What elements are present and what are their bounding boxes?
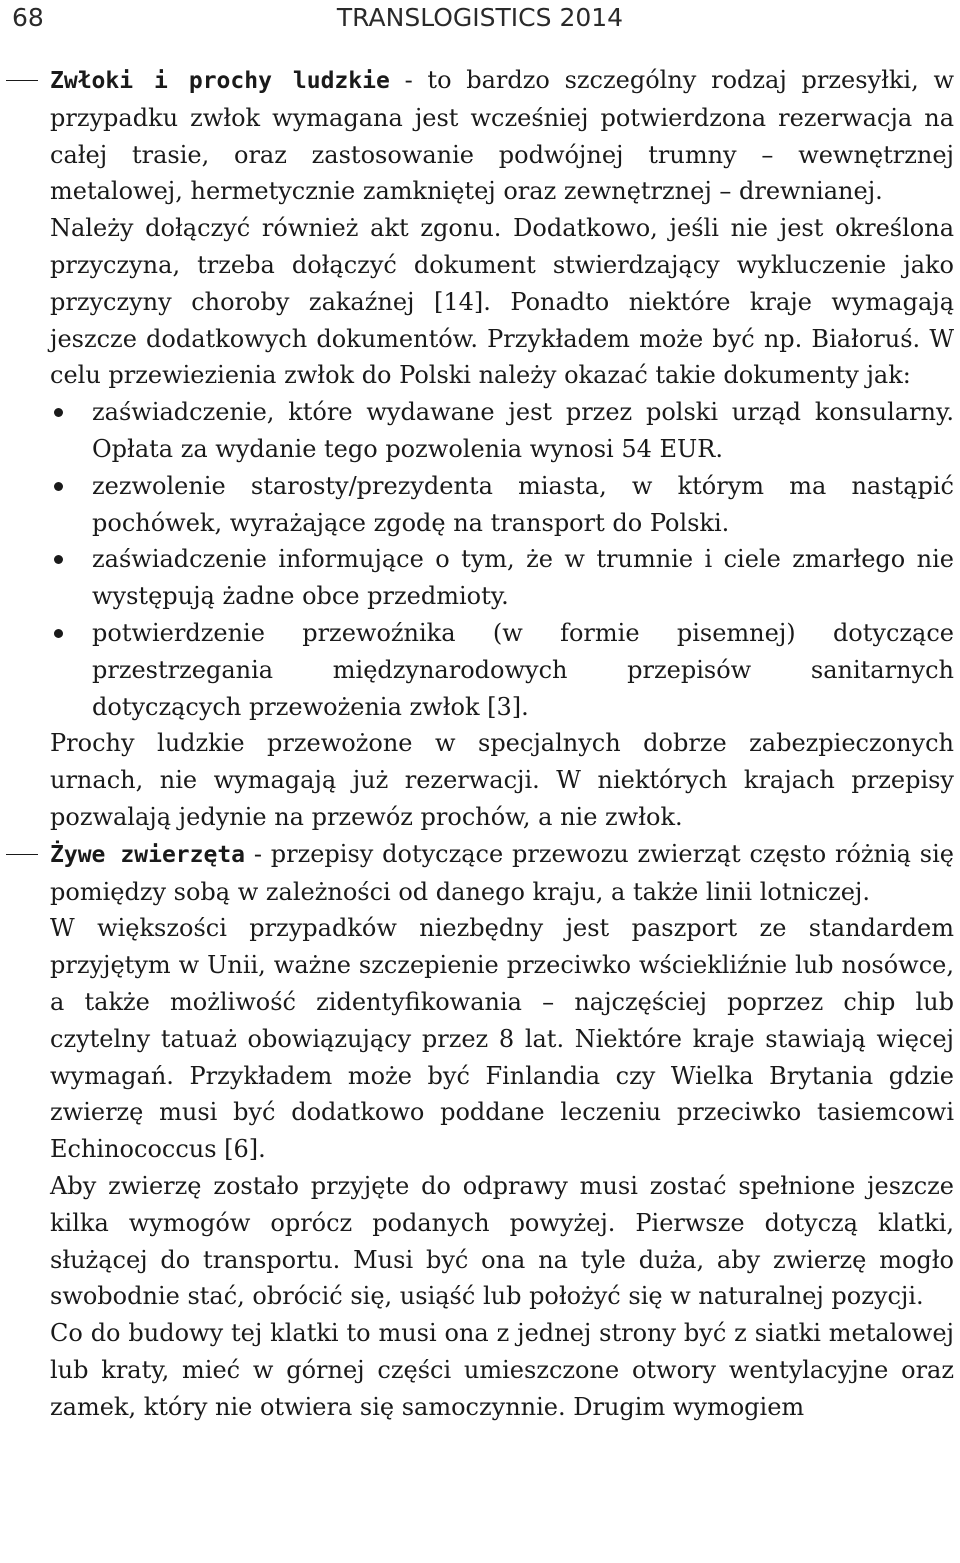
bullet-icon xyxy=(54,629,63,638)
list-item xyxy=(92,615,954,725)
bullet-icon xyxy=(54,482,63,491)
remains-paragraph-3: Prochy ludzkie przewożone w specjalnych dobrze zabezpieczonych urnach, nie wymagają już rezerwacji. W niektórych krajach przepisy pozwalają jedynie na przewóz prochów, a nie zwłok. xyxy=(50,729,954,831)
page-number: 68 xyxy=(12,3,44,32)
required-documents-list xyxy=(6,394,954,725)
remains-paragraph-2: Należy dołączyć również akt zgonu. Dodatkowo, jeśli nie jest określona przyczyna, trzeba dołączyć dokument stwierdzający wykluczenie jako przyczyny choroby zakaźnej [14]. Ponadto niektóre kraje wymagają jeszcze dodatkowych dokumentów. Przykładem może być np. Białoruś. W celu przewiezienia zwłok do Polski należy okazać takie dokumenty jak: xyxy=(50,214,954,390)
running-head xyxy=(6,0,954,36)
animals-paragraph-3: Aby zwierzę zostało przyjęte do odprawy musi zostać spełnione jeszcze kilka wymogów oprócz podanych powyżej. Pierwsze dotyczą klatki, służącej do transportu. Musi być ona na tyle duża, aby zwierzę mogło swobodnie stać, obrócić się, usiąść lub położyć się w naturalnej pozycji. xyxy=(50,1171,954,1311)
bullet-text: zaświadczenie informujące o tym, że w trumnie i ciele zmarłego nie występują żadne obce przedmioty. xyxy=(92,545,954,611)
list-item xyxy=(92,394,954,468)
animals-intro xyxy=(50,836,954,911)
animals-paragraph-4: Co do budowy tej klatki to musi ona z jednej strony być z siatki metalowej lub kraty, mieć w górnej części umieszczone otwory wentylacyjne oraz zamek, który nie otwiera się samoczynnie. Drugim wymogiem xyxy=(50,1319,954,1421)
animals-intro-text: - przepisy dotyczące przewozu zwierząt często różnią się pomiędzy sobą w zależności od danego kraju, a także linii lotniczej. xyxy=(50,839,954,906)
remains-intro-text: - to bardzo szczególny rodzaj przesyłki, w przypadku zwłok wymagana jest wcześniej potwierdzona rezerwacja na całej trasie, oraz zastosowanie podwójnej trumny – wewnętrznej metalowej, hermetycznie zamkniętej oraz zewnętrznej – drewnianej. xyxy=(50,66,954,206)
bullet-text: zaświadczenie, które wydawane jest przez polski urząd konsularny. Opłata za wydanie tego pozwolenia wynosi 54 EUR. xyxy=(92,398,954,463)
journal-title: TRANSLOGISTICS 2014 xyxy=(336,3,624,32)
bullet-icon xyxy=(54,408,63,417)
dash-marker xyxy=(6,854,38,855)
bullet-text: zezwolenie starosty/prezydenta miasta, w którym ma nastąpić pochówek, wyrażające zgodę na transport do Polski. xyxy=(92,471,954,537)
page-content xyxy=(6,62,954,1425)
term-animals: Żywe zwierzęta xyxy=(50,841,246,868)
list-item xyxy=(92,468,954,542)
list-item-remains xyxy=(6,62,954,210)
bullet-text: potwierdzenie przewoźnika (w formie pisemnej) dotyczące przestrzegania międzynarodowych przepisów sanitarnych dotyczących przewożenia zwłok [3]. xyxy=(92,618,954,721)
bullet-icon xyxy=(54,555,63,564)
animals-paragraph-2: W większości przypadków niezbędny jest paszport ze standardem przyjętym w Unii, ważne szczepienie przeciwko wściekliźnie lub nosówce, a także możliwość zidentyfikowania – najczęściej poprzez chip lub czytelny tatuaż obowiązujący przez 8 lat. Niektóre kraje stawiają więcej wymagań. Przykładem może być Finlandia czy Wielka Brytania gdzie zwierzę musi być dodatkowo poddane leczeniu przeciwko tasiemcowi Echinococcus [6]. xyxy=(50,914,954,1164)
term-remains: Zwłoki i prochy ludzkie xyxy=(50,68,390,94)
list-item-animals xyxy=(6,836,954,911)
remains-intro xyxy=(50,62,954,210)
dash-marker xyxy=(6,80,38,81)
list-item xyxy=(92,541,954,615)
